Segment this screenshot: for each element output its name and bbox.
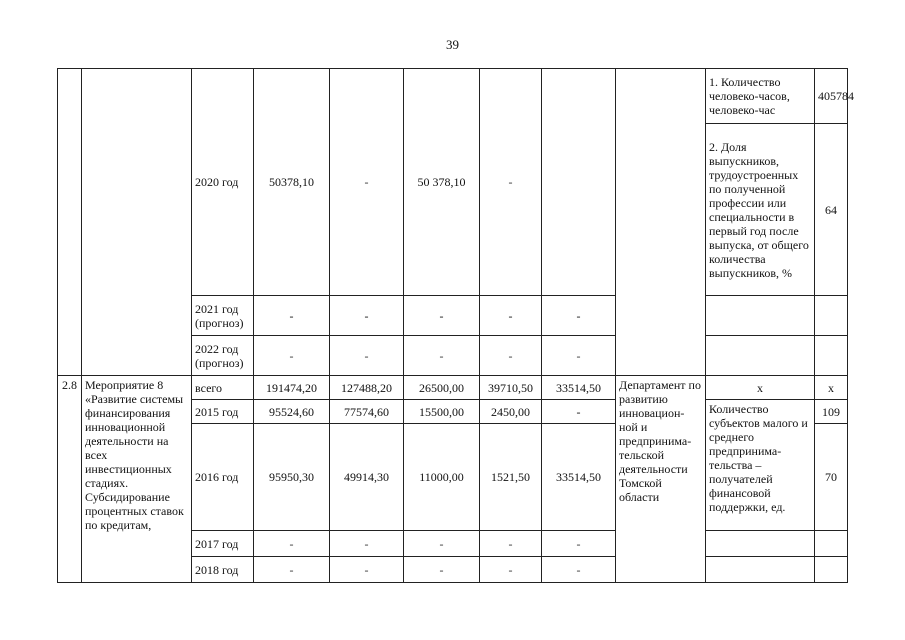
year-cell: 2021 год (прогноз) [192,296,254,336]
value-cell: - [480,557,542,583]
value-cell: - [542,557,616,583]
indicator-value: 70 [815,424,848,531]
indicator-value-empty [815,531,848,557]
indicator-text: х [706,376,815,400]
indicator-value-empty [815,336,848,376]
value-cell: - [480,336,542,376]
value-cell [542,69,616,296]
value-cell: - [254,557,330,583]
value-cell: 95950,30 [254,424,330,531]
value-cell: - [254,531,330,557]
page-number: 39 [446,37,459,52]
value-cell: 1521,50 [480,424,542,531]
indicator-text-empty [706,296,815,336]
year-cell: 2022 год (прогноз) [192,336,254,376]
value-cell: - [542,531,616,557]
value-cell: 50 378,10 [404,69,480,296]
value-cell: - [330,336,404,376]
value-cell: - [542,400,616,424]
year-cell: всего [192,376,254,400]
indicator-value-empty [815,296,848,336]
name-cell-empty [82,69,192,376]
year-cell: 2016 год [192,424,254,531]
value-cell: - [330,296,404,336]
indicator-value: х [815,376,848,400]
value-cell: - [480,69,542,296]
value-cell: - [330,557,404,583]
value-cell: 2450,00 [480,400,542,424]
row-number: 2.8 [58,376,82,583]
value-cell: 15500,00 [404,400,480,424]
value-cell: 77574,60 [330,400,404,424]
value-cell: 191474,20 [254,376,330,400]
value-cell: - [404,296,480,336]
indicator-value-empty [815,557,848,583]
executor: Департамент по развитию инновацион-ной и предпринима-тельской деятельности Томской области [616,376,706,583]
year-cell: 2015 год [192,400,254,424]
table-row [58,376,848,400]
value-cell: - [254,296,330,336]
indicator-text-empty [706,531,815,557]
year-cell: 2018 год [192,557,254,583]
value-cell: 49914,30 [330,424,404,531]
value-cell: - [404,336,480,376]
indicator-text: 1. Количество человеко-часов, человеко-час [706,69,815,124]
year-cell: 2017 год [192,531,254,557]
program-table [57,68,854,583]
value-cell: - [404,531,480,557]
value-cell: 50378,10 [254,69,330,296]
indicator-text: Количество субъектов малого и среднего предпринима-тельства – получателей финансовой поддержки, ед. [706,400,815,531]
indicator-value: 64 [815,124,848,296]
indicator-value: 109 [815,400,848,424]
table-row [58,69,848,124]
indicator-text-empty [706,557,815,583]
value-cell: 95524,60 [254,400,330,424]
executor-cell-empty [616,69,706,376]
value-cell: - [404,557,480,583]
value-cell: 127488,20 [330,376,404,400]
num-cell-empty [58,69,82,376]
value-cell: - [480,296,542,336]
value-cell: 26500,00 [404,376,480,400]
value-cell: 39710,50 [480,376,542,400]
value-cell: - [330,69,404,296]
value-cell: 11000,00 [404,424,480,531]
indicator-text: 2. Доля выпускников, трудоустроенных по полученной профессии или специальности в первый год после выпуска, от общего количества выпускников, % [706,124,815,296]
indicator-value: 405784 [815,69,848,124]
value-cell: - [542,336,616,376]
value-cell: - [330,531,404,557]
indicator-text-empty [706,336,815,376]
value-cell: 33514,50 [542,424,616,531]
value-cell: 33514,50 [542,376,616,400]
value-cell: - [542,296,616,336]
value-cell: - [254,336,330,376]
value-cell: - [480,531,542,557]
measure-name: Мероприятие 8 «Развитие системы финансирования инновационной деятельности на всех инвестиционных стадиях. Субсидирование процентных ставок по кредитам, [82,376,192,583]
year-cell: 2020 год [192,69,254,296]
